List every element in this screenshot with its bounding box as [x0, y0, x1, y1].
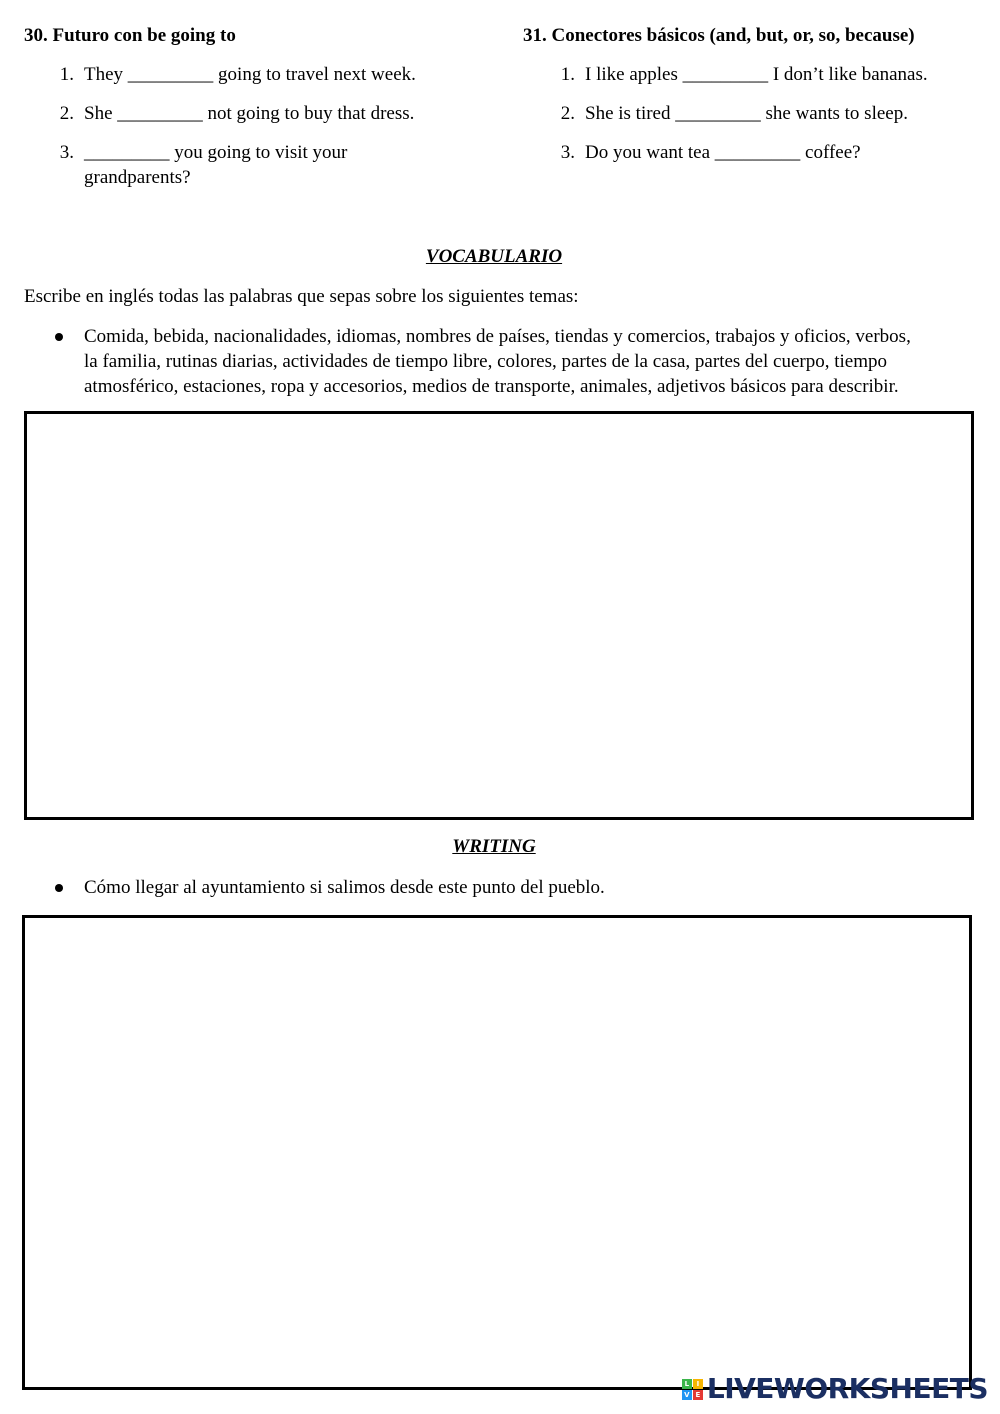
item-text: She is tired _________ she wants to sleep.: [585, 103, 908, 124]
writing-answer-box[interactable]: [22, 915, 972, 1390]
logo-mark-letter: V: [682, 1390, 692, 1400]
vocabulario-instruction: Escribe en inglés todas las palabras que sepas sobre los siguientes temas:: [24, 286, 579, 307]
item-text: She _________ not going to buy that dress.: [84, 103, 415, 124]
writing-title: WRITING: [452, 836, 536, 857]
exercise-31-heading: 31. Conectores básicos (and, but, or, so, because): [523, 25, 915, 46]
vocabulario-topics-line-2: la familia, rutinas diarias, actividades de tiempo libre, colores, partes de la casa, partes del cuerpo, tiempo: [84, 351, 887, 372]
liveworksheets-mark-icon: [682, 1379, 703, 1400]
exercise-30-heading: 30. Futuro con be going to: [24, 25, 236, 46]
logo-mark-letter: I: [693, 1379, 703, 1389]
exercise-31-item-2: [555, 101, 985, 126]
liveworksheets-logo: [682, 1374, 988, 1404]
item-text: I like apples _________ I don’t like bananas.: [585, 64, 928, 85]
liveworksheets-wordmark: LIVEWORKSHEETS: [706, 1372, 988, 1405]
vocabulario-topics: [84, 324, 911, 399]
item-text-line-2: grandparents?: [84, 167, 191, 188]
exercise-30-item-2: [54, 101, 474, 126]
vocabulario-title: VOCABULARIO: [425, 246, 563, 267]
item-number: 2.: [560, 103, 575, 124]
logo-mark-letter: L: [682, 1379, 692, 1389]
exercise-30-item-3: [54, 140, 474, 190]
bullet-icon: [55, 884, 63, 892]
exercise-31-item-3: [555, 140, 985, 165]
item-text-line-1: _________ you going to visit your: [84, 142, 348, 163]
vocabulario-topics-line-1: Comida, bebida, nacionalidades, idiomas, nombres de países, tiendas y comercios, trabajos y oficios, verbos,: [84, 326, 911, 347]
item-text: Do you want tea _________ coffee?: [585, 142, 861, 163]
bullet-icon: [55, 333, 63, 341]
item-number: 3.: [59, 142, 74, 163]
item-number: 1.: [59, 64, 74, 85]
vocabulario-answer-box[interactable]: [24, 411, 974, 820]
item-text: They _________ going to travel next week.: [84, 64, 416, 85]
exercise-30-item-1: [54, 62, 474, 87]
logo-mark-letter: E: [693, 1390, 703, 1400]
writing-prompt: Cómo llegar al ayuntamiento si salimos desde este punto del pueblo.: [84, 877, 605, 898]
item-number: 3.: [560, 142, 575, 163]
item-number: 1.: [560, 64, 575, 85]
item-number: 2.: [59, 103, 74, 124]
exercise-31-item-1: [555, 62, 985, 87]
vocabulario-topics-line-3: atmosférico, estaciones, ropa y accesorios, medios de transporte, animales, adjetivos básicos para describir.: [84, 376, 899, 397]
